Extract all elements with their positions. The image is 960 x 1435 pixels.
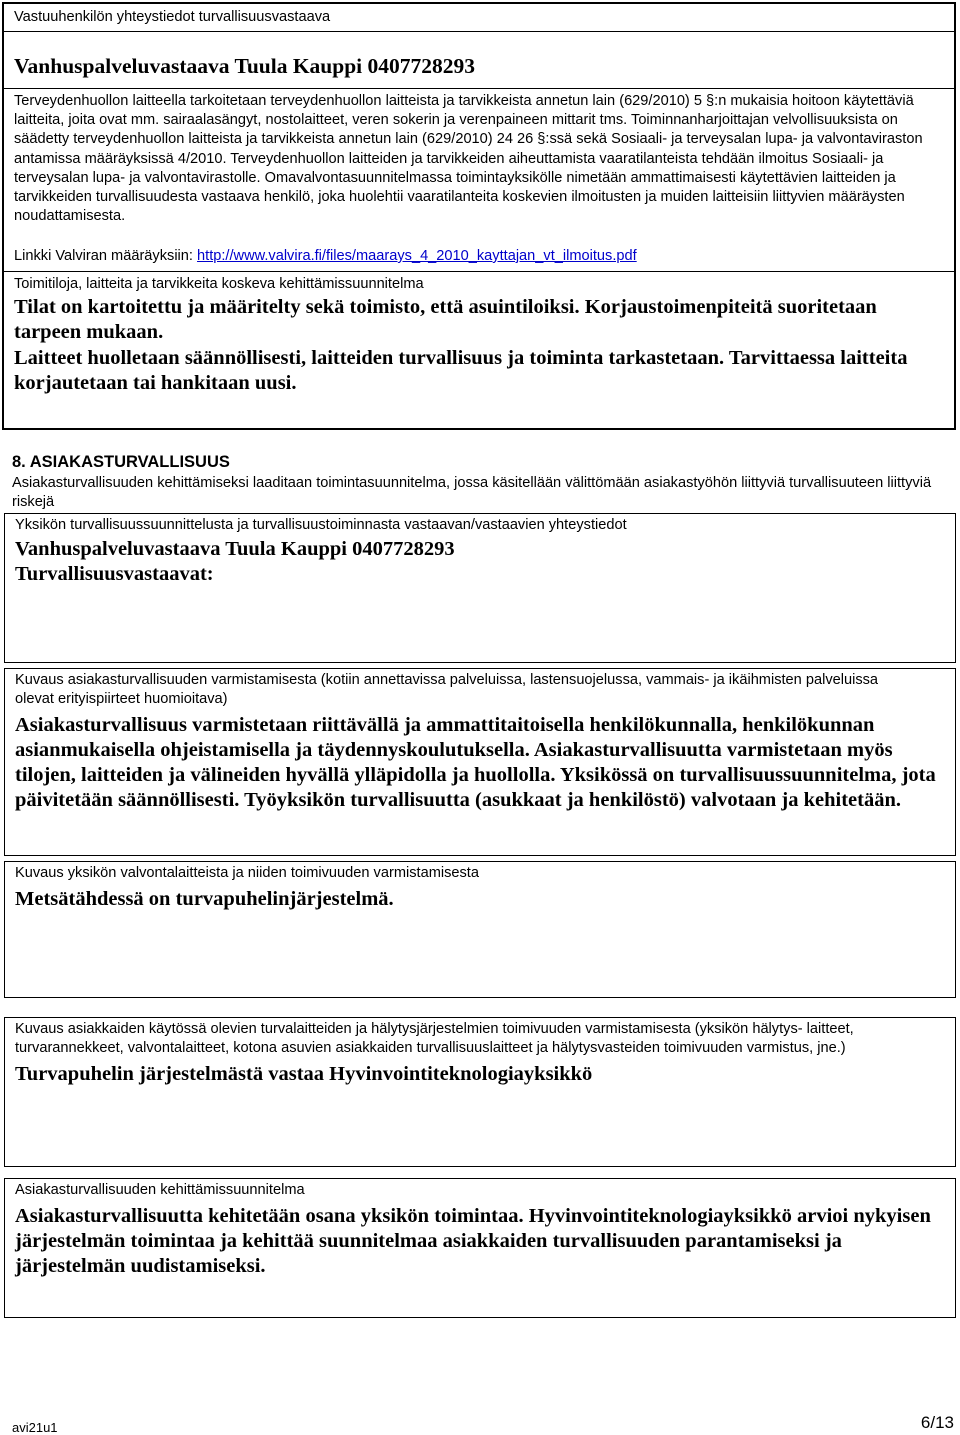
valvira-link-prefix: Linkki Valviran määräyksiin: xyxy=(14,248,198,264)
client-safety-label: Kuvaus asiakasturvallisuuden varmistamisesta (kotiin annettavissa palveluissa, lastensuojelussa, vammais- ja ikäihmisten palveluissa olevat erityispiirteet huomioitava) xyxy=(15,672,879,708)
responsible-person-box xyxy=(2,2,956,430)
client-safety-plan-label: Asiakasturvallisuuden kehittämissuunnitelma xyxy=(15,1182,305,1198)
safety-equipment-label: Kuvaus asiakkaiden käytössä olevien turvalaitteiden ja hälytysjärjestelmien toimivuuden varmistamisesta (yksikön hälytys- laitteet, turvarannekkeet, valvontalaitteet, kotona asuvien asiakkaiden turvallisuuslaitteet ja hälytysvasteiden toimivuuden varmistus, jne.) xyxy=(15,1021,854,1057)
valvira-link-line xyxy=(14,247,637,266)
valvira-regulation-link[interactable]: http://www.valvira.fi/files/maarays_4_2010_kayttajan_vt_ilmoitus.pdf xyxy=(197,248,637,264)
monitoring-devices-label: Kuvaus yksikön valvontalaitteista ja niiden toimivuuden varmistamisesta xyxy=(15,865,479,881)
client-safety-plan-answer: Asiakasturvallisuutta kehitetään osana yksikön toimintaa. Hyvinvointiteknologiayksikkö arvioi nykyisen järjestelmän toimintaa ja kehittää suunnitelmaa asiakkaiden turvallisuuden parantamiseksi ja järjestelmän uudistamiseksi. xyxy=(15,1205,931,1278)
page-number: 6/13 xyxy=(920,1413,954,1432)
monitoring-devices-cell xyxy=(4,861,956,998)
safety-contact-cell xyxy=(4,513,956,663)
section-heading: 8. ASIAKASTURVALLISUUS xyxy=(12,453,230,471)
document-code: avi21u1 xyxy=(12,1420,58,1435)
client-safety-plan-cell xyxy=(4,1178,956,1318)
responsible-person-contact: Vanhuspalveluvastaava Tuula Kauppi 0407728293 xyxy=(14,54,476,78)
development-plan-answer-2: Laitteet huolletaan säännöllisesti, laitteiden turvallisuus ja toiminta tarkastetaan. Tarvittaessa laitteita korjautetaan tai hankitaan uusi. xyxy=(14,347,908,394)
safety-equipment-answer: Turvapuhelin järjestelmästä vastaa Hyvinvointiteknologiayksikkö xyxy=(15,1063,593,1086)
responsible-person-divider xyxy=(4,88,954,89)
development-plan-label: Toimitiloja, laitteita ja tarvikkeita koskeva kehittämissuunnitelma xyxy=(14,276,424,292)
safety-contact-label: Yksikön turvallisuussuunnittelusta ja turvallisuustoiminnasta vastaavan/vastaavien yhteystiedot xyxy=(15,517,627,533)
safety-equipment-cell xyxy=(4,1017,956,1167)
section-intro: Asiakasturvallisuuden kehittämiseksi laaditaan toimintasuunnitelma, jossa käsitellään välittömään asiakastyöhön liittyviä turvallisuuteen liittyviä riskejä xyxy=(12,475,932,511)
client-safety-cell xyxy=(4,668,956,856)
plan-divider xyxy=(4,271,954,272)
safety-officers-answer: Turvallisuusvastaavat: xyxy=(15,563,214,586)
responsible-person-header: Vastuuhenkilön yhteystiedot turvallisuusvastaava xyxy=(4,4,954,32)
development-plan-answer-1: Tilat on kartoitettu ja määritelty sekä toimisto, että asuintiloiksi. Korjaustoimenpiteitä suoritetaan tarpeen mukaan. xyxy=(14,296,877,343)
devices-description: Terveydenhuollon laitteella tarkoitetaan terveydenhuollon laitteista ja tarvikkeista annetun lain (629/2010) 5 §:n mukaisia hoitoon käytettäviä laitteita, joita ovat mm. sairaalasängyt, nostolaitteet, veren sokerin ja verenpaineen mittarit tms. Toiminnanharjoittajan velvollisuuksista on säädetty terveydenhuollon laitteista ja tarvikkeista annetun lain (629/2010) 24 26 §:ssä sekä Sosiaali- ja terveysalan lupa- ja valvontaviraston antamissa määräyksissä 4/2010. Terveydenhuollon laitteiden ja tarvikkeiden aiheuttamista vaaratilanteista tehdään ilmoitus Sosiaali- ja terveysalan lupa- ja valvontavirastolle. Omavalvontasuunnitelmassa toimintayksikölle nimetään ammattimaisesti käytettävien laitteiden ja tarvikkeiden turvallisuudesta vastaava henkilö, joka huolehtii vaaratilanteita koskevien ilmoitusten ja muiden laitteisiin liittyvien määräysten noudattamisesta. xyxy=(14,93,923,225)
monitoring-devices-answer: Metsätähdessä on turvapuhelinjärjestelmä. xyxy=(15,888,394,911)
safety-contact-answer: Vanhuspalveluvastaava Tuula Kauppi 0407728293 xyxy=(15,538,455,561)
client-safety-answer: Asiakasturvallisuus varmistetaan riittävällä ja ammattitaitoisella henkilökunnalla, henkilökunnan asianmukaisella ohjeistamisella ja täydennyskoulutuksella. Asiakasturvallisuutta varmistetaan myös tilojen, laitteiden ja välineiden hyvällä ylläpidolla ja huollolla. Yksikössä on turvallisuussuunnitelma, jota päivitetään säännöllisesti. Työyksikön turvallisuutta (asukkaat ja henkilöstö) valvotaan ja kehitetään. xyxy=(15,714,936,812)
